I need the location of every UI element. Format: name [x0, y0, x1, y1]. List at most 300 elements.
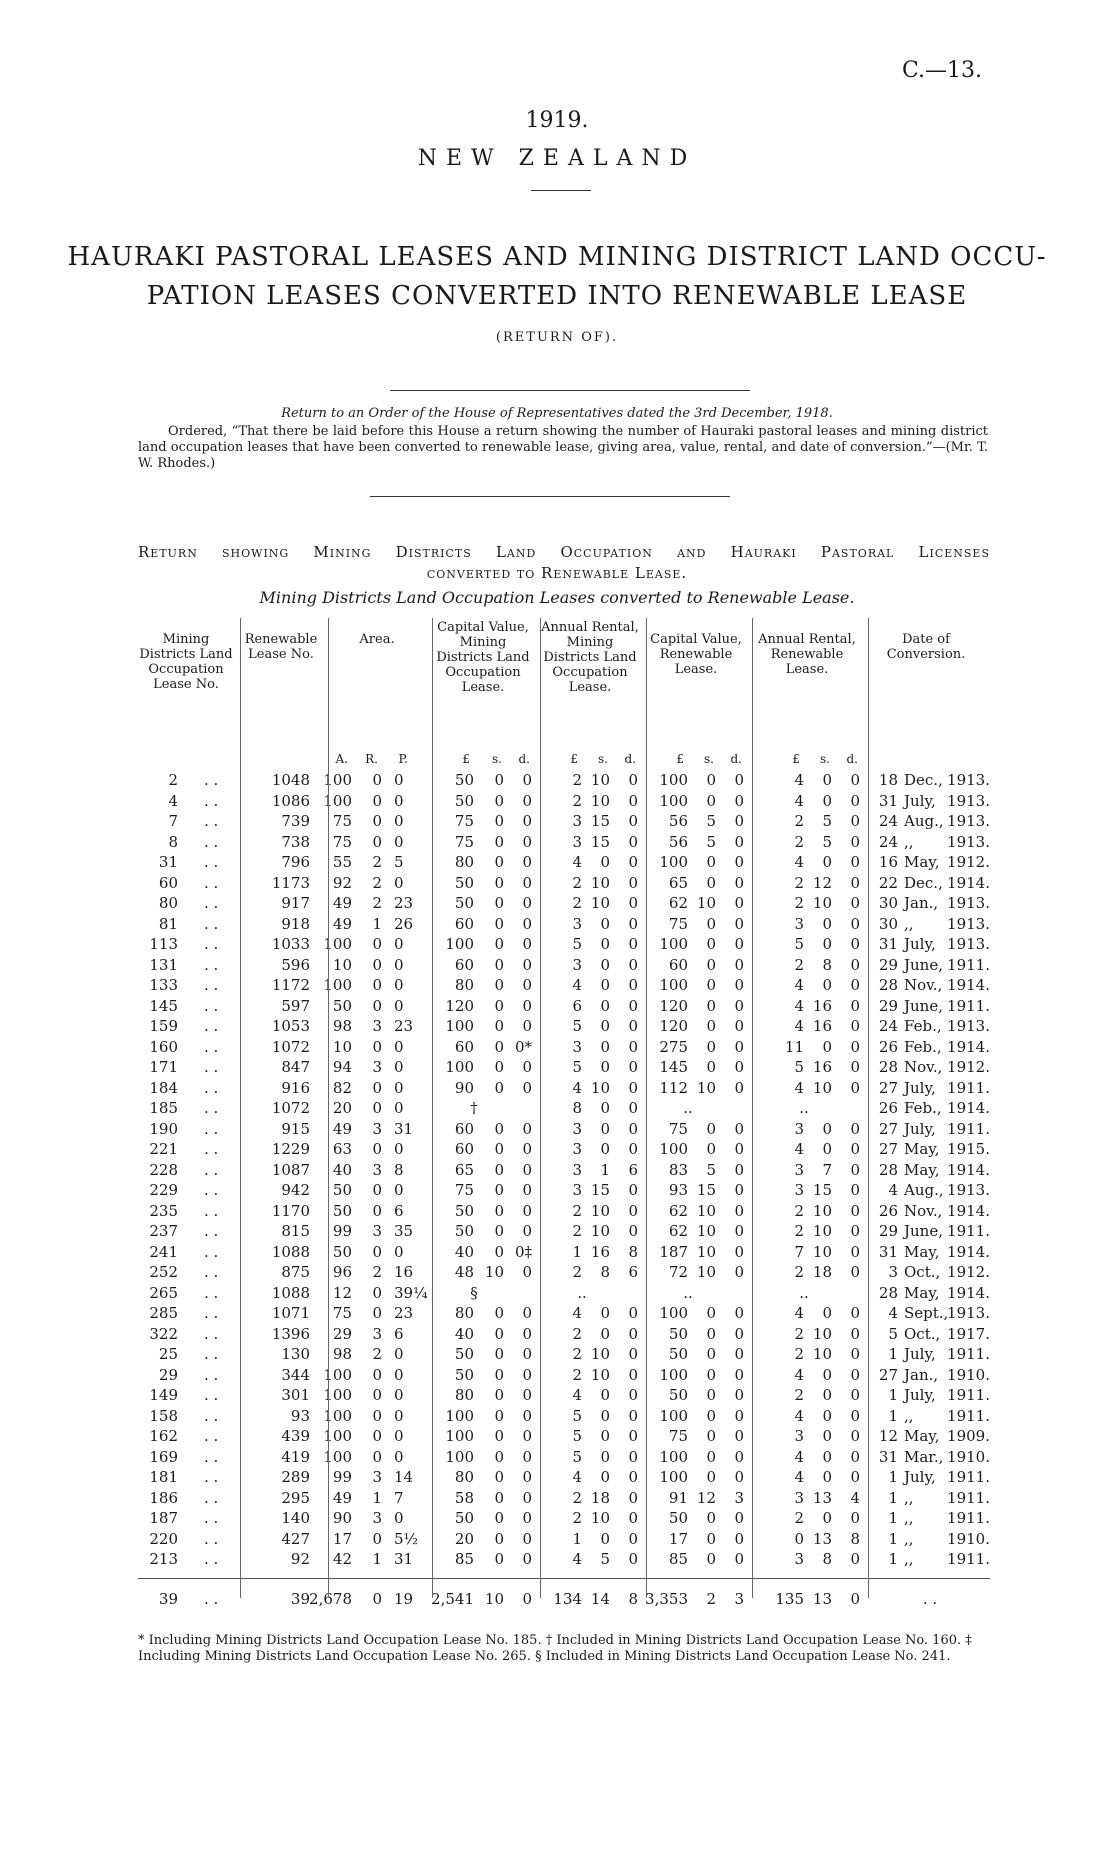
annual-rental-mdlol-value: 0: [600, 1099, 610, 1117]
annual-rental-renewable-value: 4: [794, 1447, 804, 1466]
capital-value-renewable-value: 120: [659, 996, 688, 1015]
area-perches: 0: [394, 1140, 404, 1158]
area-perches: 0: [394, 955, 404, 974]
conversion-year: 1913.: [947, 771, 990, 789]
leader-dots: . .: [204, 1468, 219, 1486]
renewable-lease-no: 815: [281, 1222, 310, 1240]
table-row: [0, 1017, 1114, 1038]
renewable-lease-no: 1048: [271, 771, 310, 789]
mining-lease-no: 187: [149, 1509, 178, 1527]
capital-value-mdlol-value: 75: [454, 812, 474, 830]
conversion-year: 1911.: [947, 1222, 990, 1240]
capital-value-mdlol-value: 0: [522, 935, 532, 953]
unit-label: £: [676, 752, 684, 766]
annual-rental-renewable-value: 0: [850, 873, 860, 892]
annual-rental-renewable-note: ..: [799, 1283, 809, 1302]
conversion-year: 1912.: [947, 1058, 990, 1076]
annual-rental-mdlol-value: 1: [572, 1529, 582, 1548]
area-roods: 0: [372, 1242, 382, 1261]
table-row: [0, 1243, 1114, 1264]
capital-value-mdlol-value: 0: [522, 1509, 532, 1527]
total-capital-value-renewable-value: 3,353: [645, 1590, 688, 1608]
annual-rental-renewable-value: 4: [794, 1365, 804, 1384]
conversion-month: July,: [904, 1119, 936, 1138]
annual-rental-mdlol-value: 5: [572, 1406, 582, 1425]
annual-rental-mdlol-value: 0: [600, 1468, 610, 1486]
area-perches: 0: [394, 1099, 404, 1117]
conversion-day: 26: [878, 1099, 898, 1117]
capital-value-mdlol-value: 80: [454, 1386, 474, 1404]
capital-value-renewable-value: 56: [668, 812, 688, 830]
table-row: [0, 833, 1114, 854]
area-acres: 40: [332, 1160, 352, 1179]
annual-rental-renewable-value: 0: [850, 1365, 860, 1384]
conversion-day: 31: [878, 935, 898, 953]
annual-rental-renewable-value: 16: [812, 1017, 832, 1035]
capital-value-renewable-value: 62: [668, 1201, 688, 1220]
capital-value-renewable-value: 0: [734, 791, 744, 810]
renewable-lease-no: 439: [281, 1427, 310, 1445]
total-annual-rental-renewable-value: 0: [850, 1590, 860, 1608]
conversion-month: ,,: [904, 832, 914, 851]
conversion-day: 30: [878, 914, 898, 933]
area-perches: 0: [394, 1447, 404, 1466]
annual-rental-renewable-value: 0: [850, 1550, 860, 1568]
capital-value-mdlol-value: 0: [522, 1181, 532, 1199]
conversion-day: 24: [878, 812, 898, 830]
capital-value-renewable-value: 100: [659, 1447, 688, 1466]
area-perches: 0: [394, 771, 404, 789]
annual-rental-renewable-value: 2: [794, 1386, 804, 1404]
conversion-month: July,: [904, 791, 936, 810]
capital-value-mdlol-value: 0: [494, 1078, 504, 1097]
capital-value-renewable-value: 100: [659, 853, 688, 871]
capital-value-mdlol-value: 0: [494, 1345, 504, 1363]
annual-rental-renewable-value: 0: [850, 1222, 860, 1240]
conversion-year: 1914.: [947, 873, 990, 892]
capital-value-mdlol-value: 0: [494, 771, 504, 789]
area-perches: 6: [394, 1324, 404, 1343]
column-header: Capital Value, Mining Districts Land Occupation Lease.: [436, 620, 530, 695]
area-acres: 12: [332, 1283, 352, 1302]
annual-rental-renewable-value: 2: [794, 1345, 804, 1363]
conversion-year: 1911.: [947, 1468, 990, 1486]
conversion-year: 1913.: [947, 935, 990, 953]
capital-value-renewable-value: 93: [668, 1181, 688, 1199]
capital-value-mdlol-value: 0: [494, 1140, 504, 1158]
annual-rental-renewable-value: 0: [822, 1365, 832, 1384]
annual-rental-renewable-value: 0: [850, 832, 860, 851]
annual-rental-renewable-value: 0: [850, 1427, 860, 1445]
annual-rental-mdlol-value: 0: [628, 1447, 638, 1466]
area-roods: 0: [372, 1447, 382, 1466]
capital-value-renewable-value: 0: [734, 1406, 744, 1425]
capital-value-renewable-value: 0: [734, 1324, 744, 1343]
capital-value-mdlol-value: 50: [454, 1345, 474, 1363]
conversion-month: June,: [904, 996, 943, 1015]
area-perches: 26: [394, 914, 414, 933]
capital-value-renewable-value: 0: [734, 832, 744, 851]
capital-value-renewable-value: 0: [734, 1447, 744, 1466]
leader-dots: . .: [204, 873, 219, 892]
leader-dots: . .: [204, 1037, 219, 1056]
mining-lease-no: 29: [158, 1365, 178, 1384]
annual-rental-renewable-value: 0: [850, 955, 860, 974]
annual-rental-renewable-value: 0: [822, 791, 832, 810]
mining-lease-no: 184: [149, 1078, 178, 1097]
total-area-roods: 0: [372, 1590, 382, 1608]
conversion-month: May,: [904, 1160, 940, 1179]
annual-rental-renewable-value: 2: [794, 1509, 804, 1527]
total-renewable-leases: 39: [290, 1590, 310, 1608]
capital-value-renewable-value: 50: [668, 1345, 688, 1363]
unit-label: s.: [820, 752, 830, 766]
annual-rental-renewable-value: 15: [812, 1181, 832, 1199]
total-capital-value-mdlol-value: 10: [484, 1590, 504, 1608]
area-perches: 0: [394, 1365, 404, 1384]
ordered-paragraph: Ordered, “That there be laid before this House a return showing the number of Hauraki pastoral leases and mining district land occupation leases that have been converted to renewable lease, giving area, value, rental, and date of conversion.”—(Mr. T. W. Rhodes.): [138, 424, 988, 471]
annual-rental-mdlol-value: 0: [628, 955, 638, 974]
mining-lease-no: 159: [149, 1017, 178, 1035]
annual-rental-renewable-value: 4: [794, 976, 804, 994]
annual-rental-renewable-value: 0: [850, 996, 860, 1015]
capital-value-renewable-value: 0: [706, 955, 716, 974]
table-row: [0, 1140, 1114, 1161]
area-acres: 20: [332, 1099, 352, 1117]
capital-value-mdlol-value: 0: [522, 1427, 532, 1445]
annual-rental-mdlol-value: 5: [572, 1058, 582, 1076]
annual-rental-renewable-value: 0: [822, 1427, 832, 1445]
annual-rental-renewable-value: 2: [794, 812, 804, 830]
annual-rental-mdlol-value: 2: [572, 1222, 582, 1240]
conversion-year: 1910.: [947, 1447, 990, 1466]
capital-value-renewable-value: 145: [659, 1058, 688, 1076]
area-perches: 0: [394, 1037, 404, 1056]
annual-rental-mdlol-value: 3: [572, 1119, 582, 1138]
annual-rental-mdlol-value: 0: [600, 1386, 610, 1404]
capital-value-renewable-value: 56: [668, 832, 688, 851]
leader-dots: . .: [204, 1181, 219, 1199]
capital-value-mdlol-value: 75: [454, 1181, 474, 1199]
mining-lease-no: 181: [149, 1468, 178, 1486]
annual-rental-renewable-value: 3: [794, 914, 804, 933]
leader-dots: . .: [204, 1345, 219, 1363]
area-perches: 0: [394, 976, 404, 994]
annual-rental-mdlol-value: 0: [600, 996, 610, 1015]
capital-value-renewable-value: 75: [668, 1427, 688, 1445]
conversion-year: 1913.: [947, 791, 990, 810]
conversion-day: 31: [878, 1242, 898, 1261]
capital-value-mdlol-value: 0: [494, 1324, 504, 1343]
capital-value-mdlol-value: 0: [522, 1058, 532, 1076]
renewable-lease-no: 140: [281, 1509, 310, 1527]
conversion-month: Nov.,: [904, 1201, 943, 1220]
capital-value-mdlol-value: 0: [522, 1304, 532, 1322]
capital-value-mdlol-value: 0: [522, 1017, 532, 1035]
capital-value-mdlol-value: 100: [445, 1017, 474, 1035]
capital-value-renewable-value: 0: [734, 1242, 744, 1261]
capital-value-mdlol-value: 0: [494, 996, 504, 1015]
capital-value-mdlol-value: 0: [494, 976, 504, 994]
annual-rental-renewable-value: 16: [812, 1058, 832, 1076]
annual-rental-mdlol-value: 3: [572, 1140, 582, 1158]
area-perches: 0: [394, 791, 404, 810]
annual-rental-mdlol-value: 10: [590, 894, 610, 912]
capital-value-renewable-value: 50: [668, 1386, 688, 1404]
capital-value-renewable-value: 0: [734, 1201, 744, 1220]
annual-rental-mdlol-value: 0: [628, 1550, 638, 1568]
conversion-month: May,: [904, 1242, 940, 1261]
annual-rental-renewable-value: 0: [850, 812, 860, 830]
annual-rental-renewable-value: 8: [822, 955, 832, 974]
annual-rental-mdlol-note: ..: [577, 1283, 587, 1302]
area-perches: 0: [394, 1406, 404, 1425]
table-row: [0, 1161, 1114, 1182]
capital-value-renewable-value: 100: [659, 935, 688, 953]
area-perches: 0: [394, 1058, 404, 1076]
renewable-lease-no: 739: [281, 812, 310, 830]
capital-value-renewable-value: 12: [696, 1488, 716, 1507]
leader-dots: . .: [204, 853, 219, 871]
unit-label: £: [792, 752, 800, 766]
annual-rental-renewable-value: 0: [850, 1447, 860, 1466]
column-rule: [540, 618, 541, 1598]
area-acres: 100: [323, 1427, 352, 1445]
annual-rental-renewable-value: 0: [850, 1201, 860, 1220]
capital-value-mdlol-value: 0: [494, 791, 504, 810]
annual-rental-mdlol-value: 5: [572, 1427, 582, 1445]
capital-value-mdlol-value: 0: [494, 1058, 504, 1076]
annual-rental-mdlol-value: 1: [600, 1160, 610, 1179]
column-header: Area.: [359, 632, 395, 647]
mining-lease-no: 7: [168, 812, 178, 830]
capital-value-renewable-value: 0: [706, 1119, 716, 1138]
capital-value-mdlol-value: 0: [522, 1529, 532, 1548]
area-roods: 1: [372, 914, 382, 933]
annual-rental-mdlol-value: 0: [628, 1140, 638, 1158]
annual-rental-renewable-value: 0: [850, 1386, 860, 1404]
conversion-month: May,: [904, 853, 940, 871]
area-roods: 2: [372, 1263, 382, 1281]
total-annual-rental-mdlol-value: 8: [628, 1590, 638, 1608]
annual-rental-mdlol-value: 0: [628, 996, 638, 1015]
annual-rental-renewable-value: 10: [812, 1345, 832, 1363]
annual-rental-renewable-value: 3: [794, 1119, 804, 1138]
area-perches: 31: [394, 1550, 414, 1568]
table-row: [0, 894, 1114, 915]
capital-value-mdlol-value: 120: [445, 996, 474, 1015]
annual-rental-mdlol-value: 0: [600, 1427, 610, 1445]
annual-rental-renewable-value: 0: [850, 1119, 860, 1138]
capital-value-mdlol-value: 40: [454, 1324, 474, 1343]
area-perches: 5½: [394, 1529, 419, 1548]
leader-dots: . .: [204, 1590, 219, 1608]
capital-value-renewable-value: 100: [659, 771, 688, 789]
annual-rental-mdlol-value: 1: [572, 1242, 582, 1261]
unit-label: s.: [598, 752, 608, 766]
area-perches: 0: [394, 1345, 404, 1363]
document-reference: C.—13.: [901, 58, 982, 83]
leader-dots: . .: [204, 1447, 219, 1466]
annual-rental-mdlol-value: 0: [628, 1386, 638, 1404]
annual-rental-mdlol-value: 15: [590, 812, 610, 830]
leader-dots: . .: [204, 1509, 219, 1527]
conversion-year: 1911.: [947, 1386, 990, 1404]
annual-rental-mdlol-value: 0: [600, 1304, 610, 1322]
conversion-day: 1: [888, 1386, 898, 1404]
area-roods: 0: [372, 1406, 382, 1425]
table-row: [0, 1550, 1114, 1571]
area-acres: 49: [332, 1119, 352, 1138]
conversion-year: 1914.: [947, 1099, 990, 1117]
conversion-day: 28: [878, 976, 898, 994]
capital-value-mdlol-value: 80: [454, 853, 474, 871]
area-roods: 3: [372, 1119, 382, 1138]
leader-dots: . .: [204, 771, 219, 789]
leader-dots: . .: [204, 1386, 219, 1404]
annual-rental-renewable-value: 0: [822, 1386, 832, 1404]
annual-rental-mdlol-value: 2: [572, 791, 582, 810]
table-row: [0, 771, 1114, 792]
table-row: [0, 935, 1114, 956]
capital-value-renewable-value: 0: [734, 1529, 744, 1548]
conversion-day: 18: [878, 771, 898, 789]
area-perches: 0: [394, 935, 404, 953]
area-acres: 42: [332, 1550, 352, 1568]
annual-rental-mdlol-value: 0: [628, 1058, 638, 1076]
capital-value-renewable-value: 10: [696, 1078, 716, 1097]
renewable-lease-no: 918: [281, 914, 310, 933]
annual-rental-mdlol-value: 10: [590, 1078, 610, 1097]
conversion-year: 1914.: [947, 1160, 990, 1179]
column-rule: [240, 618, 241, 1598]
annual-rental-mdlol-value: 0: [628, 1222, 638, 1240]
annual-rental-mdlol-value: 2: [572, 1201, 582, 1220]
conversion-day: 4: [888, 1181, 898, 1199]
total-annual-rental-renewable-value: 13: [812, 1590, 832, 1608]
conversion-day: 27: [878, 1119, 898, 1138]
annual-rental-renewable-value: 2: [794, 955, 804, 974]
capital-value-renewable-value: 3: [734, 1488, 744, 1507]
capital-value-renewable-value: 65: [668, 873, 688, 892]
conversion-day: 26: [878, 1201, 898, 1220]
annual-rental-renewable-value: 10: [812, 1324, 832, 1343]
table-row: [0, 997, 1114, 1018]
annual-rental-renewable-value: 0: [850, 1058, 860, 1076]
capital-value-mdlol-value: 65: [454, 1160, 474, 1179]
annual-rental-mdlol-value: 0: [628, 1365, 638, 1384]
renewable-lease-no: 344: [281, 1365, 310, 1384]
capital-value-renewable-value: 120: [659, 1017, 688, 1035]
capital-value-mdlol-value: 0: [522, 853, 532, 871]
area-roods: 3: [372, 1058, 382, 1076]
section-title: Mining Districts Land Occupation Leases converted to Renewable Lease.: [259, 588, 855, 607]
conversion-month: ,,: [904, 1529, 914, 1548]
renewable-lease-no: 295: [281, 1488, 310, 1507]
renewable-lease-no: 1088: [271, 1283, 310, 1302]
area-roods: 2: [372, 1345, 382, 1363]
annual-rental-renewable-value: 5: [794, 935, 804, 953]
capital-value-mdlol-note: †: [470, 1099, 478, 1117]
conversion-year: 1913.: [947, 832, 990, 851]
renewable-lease-no: 917: [281, 894, 310, 912]
table-row: [0, 1427, 1114, 1448]
conversion-month: July,: [904, 1468, 936, 1486]
capital-value-renewable-value: 83: [668, 1160, 688, 1179]
capital-value-renewable-value: 62: [668, 894, 688, 912]
conversion-day: 31: [878, 1447, 898, 1466]
annual-rental-renewable-value: 4: [794, 1406, 804, 1425]
capital-value-renewable-value: 112: [659, 1078, 688, 1097]
area-acres: 100: [323, 1406, 352, 1425]
annual-rental-renewable-value: 0: [850, 1263, 860, 1281]
capital-value-renewable-value: 0: [706, 1386, 716, 1404]
annual-rental-renewable-value: 0: [822, 935, 832, 953]
annual-rental-renewable-value: 0: [822, 976, 832, 994]
leader-dots: . .: [204, 1488, 219, 1507]
conversion-day: 1: [888, 1345, 898, 1363]
area-roods: 0: [372, 1283, 382, 1302]
column-rule: [646, 618, 647, 1598]
capital-value-renewable-value: 0: [734, 1304, 744, 1322]
capital-value-renewable-value: 62: [668, 1222, 688, 1240]
annual-rental-renewable-value: 2: [794, 1201, 804, 1220]
capital-value-renewable-value: 10: [696, 1201, 716, 1220]
document-subtitle: (RETURN OF).: [495, 330, 619, 345]
annual-rental-renewable-value: 2: [794, 1263, 804, 1281]
annual-rental-renewable-value: 11: [784, 1037, 804, 1056]
annual-rental-mdlol-value: 3: [572, 914, 582, 933]
capital-value-renewable-value: 0: [706, 873, 716, 892]
annual-rental-mdlol-value: 10: [590, 1365, 610, 1384]
area-perches: 0: [394, 1509, 404, 1527]
conversion-month: Feb.,: [904, 1037, 942, 1056]
mining-lease-no: 235: [149, 1201, 178, 1220]
annual-rental-renewable-value: 2: [794, 1222, 804, 1240]
annual-rental-mdlol-value: 2: [572, 873, 582, 892]
capital-value-renewable-value: 100: [659, 1406, 688, 1425]
leader-dots: . .: [204, 832, 219, 851]
annual-rental-mdlol-value: 0: [600, 1447, 610, 1466]
capital-value-mdlol-value: 0: [522, 1140, 532, 1158]
conversion-year: 1911.: [947, 1550, 990, 1568]
area-acres: 17: [332, 1529, 352, 1548]
annual-rental-mdlol-value: 0: [600, 935, 610, 953]
annual-rental-mdlol-value: 6: [572, 996, 582, 1015]
divider: [370, 496, 730, 497]
capital-value-mdlol-value: 50: [454, 1365, 474, 1384]
capital-value-renewable-value: 0: [734, 1140, 744, 1158]
capital-value-renewable-value: 0: [706, 976, 716, 994]
mining-lease-no: 229: [149, 1181, 178, 1199]
annual-rental-renewable-value: 5: [794, 1058, 804, 1076]
conversion-day: 1: [888, 1406, 898, 1425]
area-roods: 0: [372, 1365, 382, 1384]
area-acres: 100: [323, 1386, 352, 1404]
annual-rental-mdlol-value: 15: [590, 832, 610, 851]
annual-rental-renewable-value: 2: [794, 873, 804, 892]
area-roods: 0: [372, 832, 382, 851]
annual-rental-renewable-value: 0: [822, 1406, 832, 1425]
unit-label: d.: [624, 752, 636, 766]
annual-rental-mdlol-value: 0: [600, 1058, 610, 1076]
mining-lease-no: 169: [149, 1447, 178, 1466]
table-row: [0, 792, 1114, 813]
conversion-day: 30: [878, 894, 898, 912]
table-row: [0, 812, 1114, 833]
capital-value-mdlol-value: 58: [454, 1488, 474, 1507]
area-roods: 0: [372, 976, 382, 994]
